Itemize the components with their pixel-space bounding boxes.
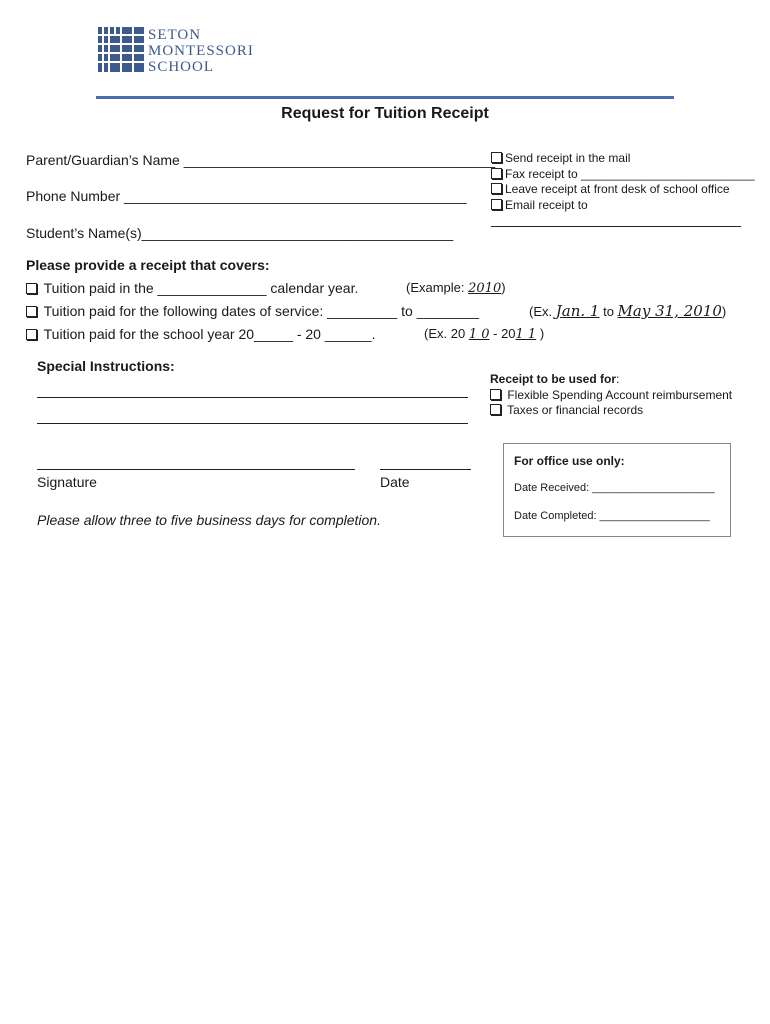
option-school-year[interactable]: Tuition paid for the school year 20_____ - 20 ______. [26, 326, 375, 342]
checkbox-icon[interactable] [491, 152, 502, 163]
checkbox-icon[interactable] [26, 329, 37, 340]
option-fax[interactable]: Fax receipt to __________________________ [491, 167, 755, 181]
example-dates-of-service: (Ex. Jan. 1 to May 31, 2010) [529, 302, 727, 320]
checkbox-icon[interactable] [491, 199, 502, 210]
school-logo-icon [98, 27, 144, 72]
checkbox-icon[interactable] [26, 283, 37, 294]
option-taxes[interactable]: Taxes or financial records [490, 403, 643, 417]
covers-heading: Please provide a receipt that covers: [26, 257, 270, 273]
logo-line-school: SCHOOL [148, 59, 215, 75]
logo-line-seton: SETON [148, 27, 202, 43]
option-email[interactable]: Email receipt to [491, 198, 588, 212]
special-instructions-line-1[interactable] [37, 397, 468, 398]
option-fsa[interactable]: Flexible Spending Account reimbursement [490, 388, 732, 402]
office-use-heading: For office use only: [514, 454, 625, 468]
student-name-field[interactable]: Student’s Name(s)________________________________________ [26, 225, 454, 241]
phone-number-field[interactable]: Phone Number ____________________________________________ [26, 188, 467, 204]
usage-heading: Receipt to be used for: [490, 372, 620, 386]
parent-name-field[interactable]: Parent/Guardian’s Name ________________________________________ [26, 152, 496, 168]
date-received-field[interactable]: Date Received: ____________________ [514, 482, 715, 494]
date-completed-field[interactable]: Date Completed: __________________ [514, 510, 710, 522]
page-title: Request for Tuition Receipt [281, 105, 489, 122]
checkbox-icon[interactable] [26, 306, 37, 317]
signature-line[interactable] [37, 469, 355, 470]
signature-label: Signature [37, 474, 97, 490]
option-calendar-year[interactable]: Tuition paid in the ______________ calendar year. [26, 280, 358, 296]
option-dates-of-service[interactable]: Tuition paid for the following dates of service: _________ to ________ [26, 303, 479, 319]
special-instructions-line-2[interactable] [37, 423, 468, 424]
checkbox-icon[interactable] [490, 404, 501, 415]
email-entry-line[interactable] [491, 226, 741, 227]
date-label: Date [380, 474, 410, 490]
example-calendar-year: (Example: 2010) [406, 280, 506, 296]
example-school-year: (Ex. 20 1 0 - 201 1 ) [424, 326, 545, 342]
date-line[interactable] [380, 469, 471, 470]
checkbox-icon[interactable] [491, 183, 502, 194]
completion-note: Please allow three to five business days for completion. [37, 512, 381, 528]
special-instructions-heading: Special Instructions: [37, 358, 175, 374]
option-front-desk[interactable]: Leave receipt at front desk of school office [491, 182, 730, 196]
header-divider [96, 96, 674, 99]
checkbox-icon[interactable] [491, 168, 502, 179]
checkbox-icon[interactable] [490, 389, 501, 400]
option-mail[interactable]: Send receipt in the mail [491, 151, 630, 165]
logo-line-montessori: MONTESSORI [148, 43, 254, 59]
